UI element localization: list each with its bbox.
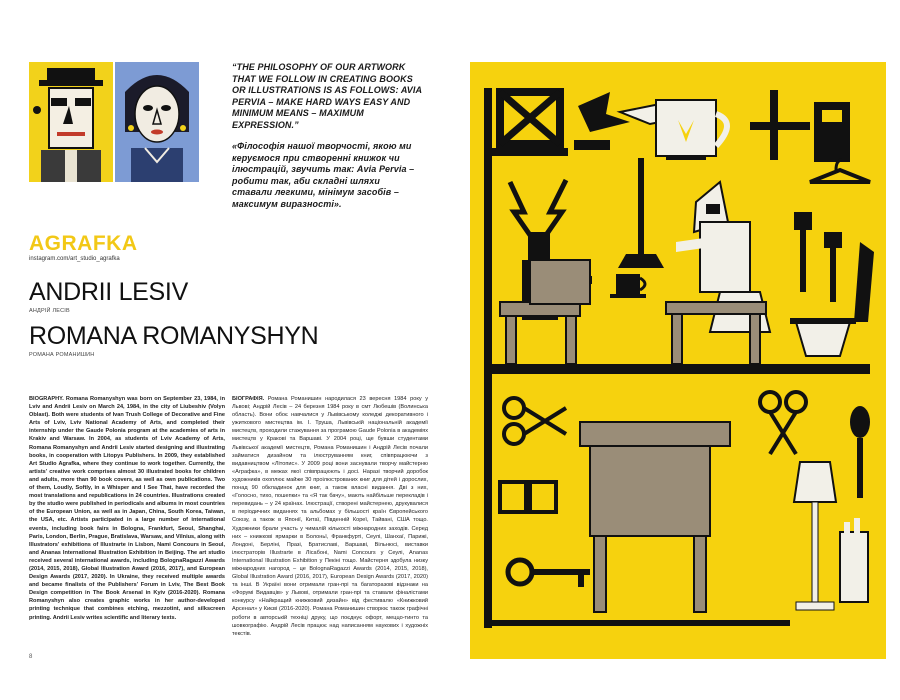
philosophy-quote	[232, 62, 422, 220]
biography-ukrainian	[232, 395, 428, 638]
thumbnail-portrait-woman	[115, 62, 199, 182]
biography-ukrainian-lead: БІОГРАФІЯ.	[232, 396, 265, 402]
biography-english-lead: BIOGRAPHY.	[29, 396, 64, 402]
biography-ukrainian-text: Романа Романишин народилася 23 вересня 1984 року у Львові; Андрій Лесів – 24 березня 1984 року в смт Любешів (Волинська область). Вони обоє навчалися у Львівському коледжі декоративного і ужиткового мистецтва ім. І. Труша, Львівській національній академії мистецтв, проходили стажування за програмою Gaude Polonia в академіях мистецтв у Кракові та Варшаві. У 2004 році, ще бувши студентами Львівської академії мистецтв, Романа Романишин і Андрій Лесів почали займатися дизайном та ілюструванням книг, співпрацюючи з видавництвом «Літопис». У 2009 році вони заснували творчу майстерню «Аграфка», в межах якої співпрацюють і досі. Наразі творчий доробок художників охоплює майже 30 проілюстрованих книг для дітей і дорослих, понад 90 обкладинок для книг, а також власні видання. Дві з них, «Голосно, тихо, пошепки» та «Я так бачу», мають найбільше перекладів і перевидань – у 24 країнах. Ілюстрації, створені майстернею, друкувалися в періодичних виданнях та альбомах у більшості країн Європейського Союзу, а також в Японії, Китаї, Південній Кореї, Тайвані, США тощо. Художники брали участь у чималій кількості міжнародних заходів. Серед них – книжкові ярмарки в Болоньї, Франкфурті, Сеулі, Шанхаї, Парижі, Лондоні, Берліні, Празі, Братиславі, Варшаві, Вільнюсі, виставки ілюстраторів Illustrarte в Лісабоні, Nami Concours у Сеулі, Ananas International Illustration Exhibition у Пекіні тощо. Майстерня здобула низку міжнародних нагород – це BolognaRagazzi Awards (2014, 2015, 2018), Global Illustration Award (2016, 2017), European Design Awards (2017, 2020) та інші. В Україні вони отримали гран-прі та багаторазові відзнаки на «Форумі Видавців» у Львові, отримали гран-прі та ставали фіналістами конкурсу «Найкращий книжковий дизайн» від фестивалю «Книжковий Арсенал» у Києві (2016-2020). Романа Романишин створює також графічні роботи в авторській техніці друку, що поєднує офорт, меццо-тинто та шовкографію. Андрій Лесів працює над написанням наукових і художніх текстів.	[232, 396, 428, 637]
frame-left-line-icon	[484, 88, 492, 628]
studio-name: AGRAFKA	[29, 232, 138, 255]
biography-english-text: Romana Romanyshyn was born on September 23, 1984, in Lviv and Andrii Lesiv on March 24, 1984, in the city of Liubeshiv (Volyn Oblast). Both were students of Ivan Trush College of Decorative and Fine Arts of Lviv, Lviv National Academy of Arts, and completed their internship under the Gaude Polonia program at the academies of arts in Krakiv and Warsaw. In 2004, as students of Lviv Academy of Arts, Romana Romanyshyn and Andrii Lesiv started designing and illustrating books, in cooperation with Litopys Publishers. In 2009, they established Art Studio Agrafka, where they continue to work together. Currently, the artists' creative work comprises almost 30 illustrated books for children and adults, more than 90 book covers, as well as own publications. Two of them, Loudly, Softly, in a Whisper and I See That, have recorded the most translations and republications in 24 countries. Illustrations created by the studio were published in periodicals and albums in most countries of the European Union, as well as in Japan, China, South Korea, Taiwan, the USA, etc. Artists participated in a large number of international events, including book fairs in Bologna, Frankfurt, Seoul, Shanghai, Paris, London, Berlin, Prague, Bratislava, Warsaw, and Vilnius, along with Illustrators' exhibitions of Illustrarte in Lisbon, Nami Concours in Seoul, and Ananas International Illustration Exhibition in Beijing. The art studio received several international awards, including BolognaRagazzi Awards (2014, 2015, 2018), Global Illustration Award (2016, 2017), and European Design Awards (2017, 2020). In Ukraine, they received multiple awards and became finalists of the Publishers' Forum in Lviv, The Best Book Design competition in The Book Arsenal in Kyiv (2016-2020). Romana Romanyshyn also creates graphic works in her author-developed printing technique that combines etching, mezzotint, and silkscreen printing. Andrii Lesiv writes scientific and literary texts.	[29, 396, 225, 621]
quote-ukrainian: «Філософія нашої творчості, якою ми керуємося при створенні книжок чи ілюстрацій, звучить так: Avia Pervia – робити так, аби складні шляхи ставали легкими, мінімум засобів – максимум виразності».	[232, 141, 415, 209]
instagram-link[interactable]: instagram.com/art_studio_agrafka	[29, 256, 120, 262]
illustration-artwork	[470, 62, 886, 659]
artist-name-romana: ROMANA ROMANYSHYN	[29, 322, 319, 350]
thumbnail-illustrations	[29, 62, 199, 182]
illustration-svg	[470, 62, 886, 659]
artist-name-andrii-ua: АНДРІЙ ЛЕСІВ	[29, 308, 70, 314]
artist-name-romana-ua: РОМАНА РОМАНИШИН	[29, 352, 95, 358]
frame-middle-line-icon	[490, 364, 870, 374]
page-number: 8	[29, 654, 33, 660]
artist-name-andrii: ANDRII LESIV	[29, 278, 188, 306]
quote-english: “THE PHILOSOPHY OF OUR ARTWORK THAT WE FOLLOW IN CREATING BOOKS OR ILLUSTRATIONS IS AS FOLLOWS: AVIA PERVIA – MAKE HARD WAYS EASY AND MINIMUM MEANS – MAXIMUM EXPRESSION.”	[232, 62, 422, 130]
frame-bottom-line-icon	[490, 620, 790, 626]
thumbnail-portrait-man	[29, 62, 113, 182]
biography-english	[29, 395, 225, 622]
